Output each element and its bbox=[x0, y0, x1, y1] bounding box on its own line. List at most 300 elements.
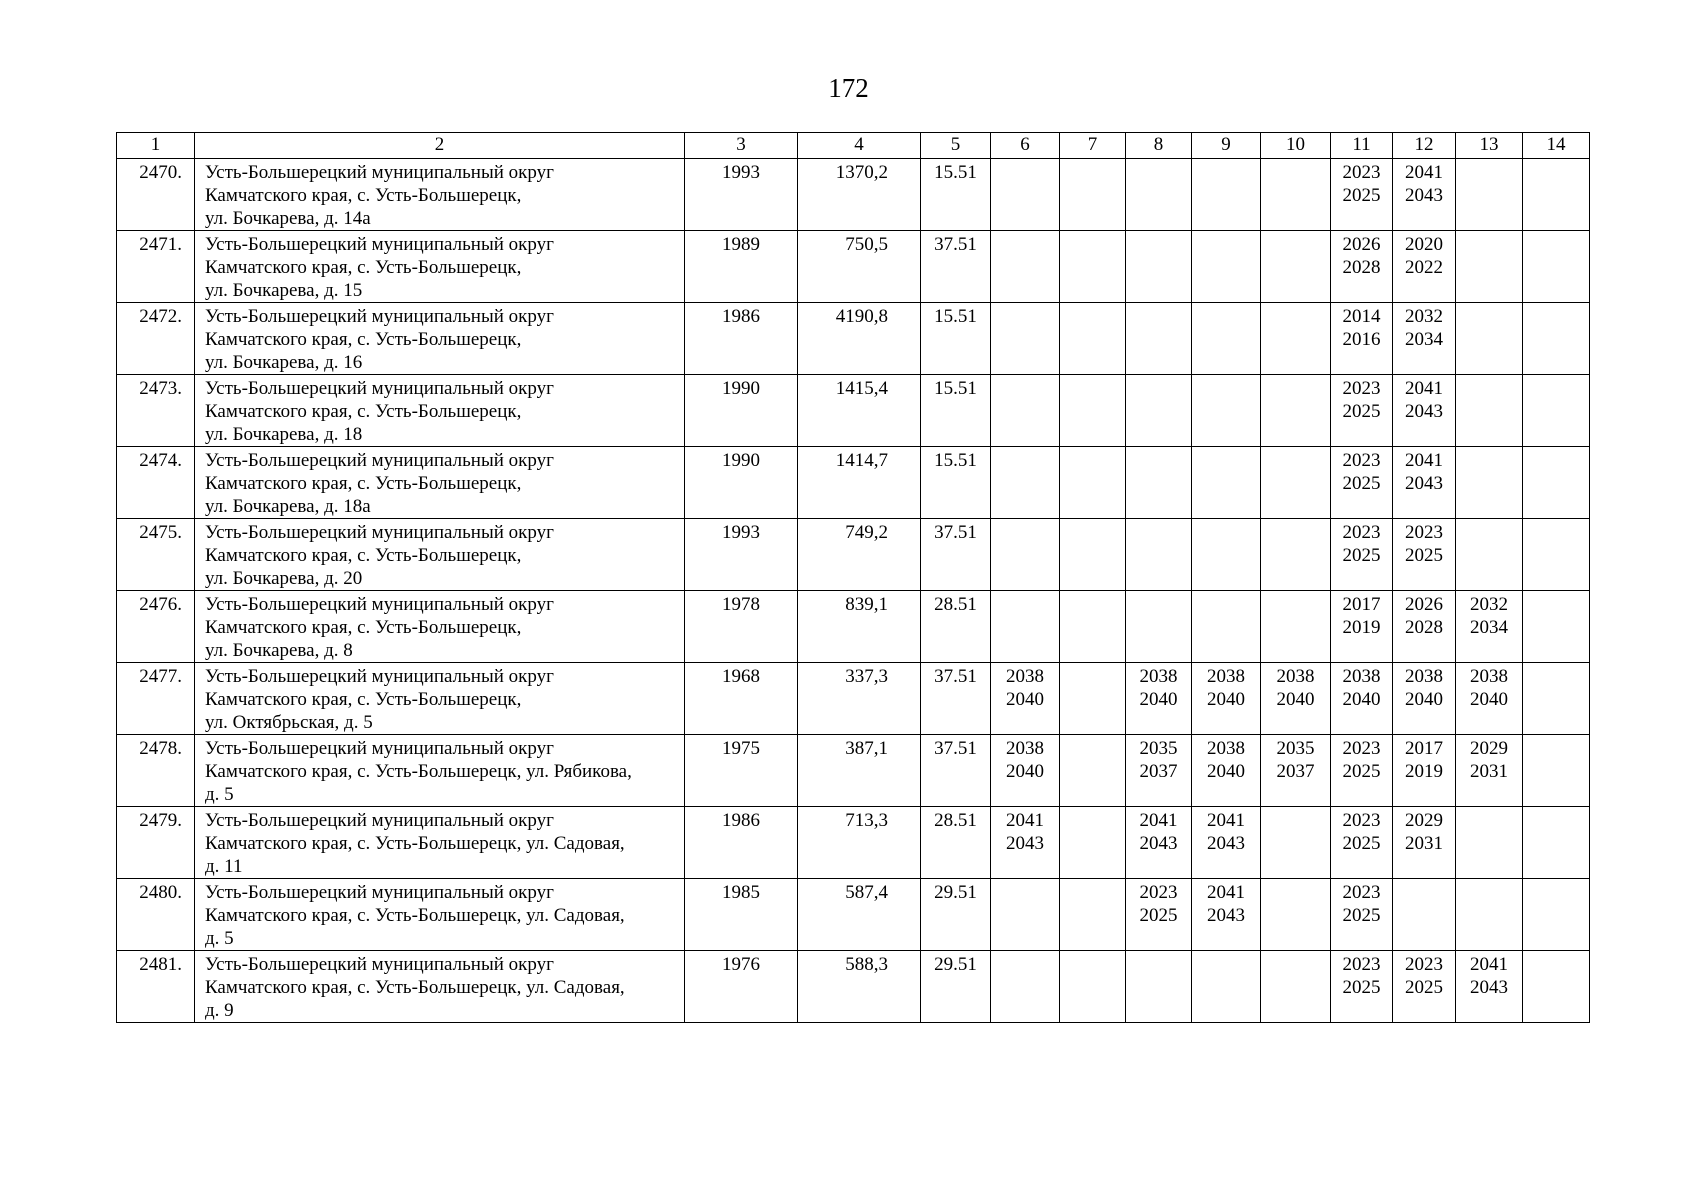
year-built: 1968 bbox=[722, 666, 760, 687]
period-year: 2038 bbox=[1207, 738, 1245, 759]
period-cell-c9 bbox=[1192, 807, 1261, 879]
period-year: 2029 bbox=[1470, 738, 1508, 759]
area-cell bbox=[798, 231, 921, 303]
address-cell bbox=[195, 879, 685, 951]
year-built: 1986 bbox=[722, 810, 760, 831]
area-value: 750,5 bbox=[845, 234, 888, 255]
period-year: 2043 bbox=[1207, 833, 1245, 854]
period-year: 2041 bbox=[1405, 378, 1443, 399]
period-year: 2025 bbox=[1139, 905, 1178, 926]
period-cell-c8 bbox=[1126, 375, 1192, 447]
row-number-cell bbox=[117, 591, 195, 663]
period-year: 2016 bbox=[1342, 329, 1381, 350]
period-cell-c12 bbox=[1393, 591, 1456, 663]
period-cell-c6 bbox=[991, 159, 1060, 231]
period-cell-c8 bbox=[1126, 663, 1192, 735]
period-year: 2034 bbox=[1470, 617, 1508, 638]
code-cell bbox=[921, 591, 991, 663]
year-built-cell bbox=[685, 951, 798, 1023]
period-year: 2038 bbox=[1405, 666, 1443, 687]
period-year: 2040 bbox=[1342, 689, 1381, 710]
period-year: 2025 bbox=[1342, 905, 1381, 926]
address-line: Камчатского края, с. Усть-Большерецк, bbox=[205, 257, 522, 278]
code-value: 15.51 bbox=[934, 450, 977, 471]
period-cell-c9 bbox=[1192, 663, 1261, 735]
table-row bbox=[117, 375, 1590, 447]
address-line: Усть-Большерецкий муниципальный округ bbox=[205, 306, 554, 327]
address-line: Камчатского края, с. Усть-Большерецк, ул. Садовая, bbox=[205, 977, 625, 998]
period-year: 2025 bbox=[1342, 761, 1381, 782]
registry-table bbox=[116, 132, 1590, 1023]
period-cell-c13 bbox=[1456, 663, 1523, 735]
period-year: 2025 bbox=[1342, 545, 1381, 566]
period-year: 2031 bbox=[1405, 833, 1443, 854]
period-cell-c6 bbox=[991, 663, 1060, 735]
period-cell-c7 bbox=[1060, 303, 1126, 375]
period-cell-c12 bbox=[1393, 519, 1456, 591]
period-cell-c11 bbox=[1331, 303, 1393, 375]
address-line: ул. Бочкарева, д. 18 bbox=[205, 424, 363, 445]
period-cell-c12 bbox=[1393, 735, 1456, 807]
column-header: 8 bbox=[1126, 133, 1192, 159]
period-cell-c6 bbox=[991, 303, 1060, 375]
period-cell-c10 bbox=[1261, 591, 1331, 663]
year-built-cell bbox=[685, 375, 798, 447]
period-cell-c7 bbox=[1060, 159, 1126, 231]
period-cell-c8 bbox=[1126, 735, 1192, 807]
row-number: 2478. bbox=[139, 738, 182, 759]
period-cell-c13 bbox=[1456, 231, 1523, 303]
address-cell bbox=[195, 303, 685, 375]
period-year: 2041 bbox=[1006, 810, 1044, 831]
period-year: 2025 bbox=[1405, 545, 1443, 566]
period-cell-c10 bbox=[1261, 807, 1331, 879]
period-cell-c11 bbox=[1331, 231, 1393, 303]
area-cell bbox=[798, 663, 921, 735]
period-cell-c13 bbox=[1456, 303, 1523, 375]
period-year: 2028 bbox=[1342, 257, 1381, 278]
period-year: 2022 bbox=[1405, 257, 1443, 278]
period-year: 2040 bbox=[1470, 689, 1508, 710]
row-number-cell bbox=[117, 519, 195, 591]
address-line: Камчатского края, с. Усть-Большерецк, ул. Рябикова, bbox=[205, 761, 632, 782]
address-line: Усть-Большерецкий муниципальный округ bbox=[205, 522, 554, 543]
period-year: 2043 bbox=[1207, 905, 1245, 926]
period-cell-c6 bbox=[991, 519, 1060, 591]
area-cell bbox=[798, 519, 921, 591]
period-year: 2040 bbox=[1006, 689, 1044, 710]
period-cell-c7 bbox=[1060, 663, 1126, 735]
period-year: 2023 bbox=[1342, 810, 1381, 831]
period-cell-c10 bbox=[1261, 231, 1331, 303]
column-header: 1 bbox=[117, 133, 195, 159]
period-cell-c7 bbox=[1060, 591, 1126, 663]
code-cell bbox=[921, 663, 991, 735]
column-header: 3 bbox=[685, 133, 798, 159]
year-built-cell bbox=[685, 303, 798, 375]
row-number-cell bbox=[117, 159, 195, 231]
period-year: 2040 bbox=[1405, 689, 1443, 710]
table-row bbox=[117, 951, 1590, 1023]
period-cell-c7 bbox=[1060, 447, 1126, 519]
column-header: 9 bbox=[1192, 133, 1261, 159]
row-number-cell bbox=[117, 447, 195, 519]
period-year: 2023 bbox=[1342, 522, 1381, 543]
period-year: 2041 bbox=[1470, 954, 1508, 975]
period-cell-c8 bbox=[1126, 159, 1192, 231]
row-number-cell bbox=[117, 951, 195, 1023]
period-cell-c10 bbox=[1261, 663, 1331, 735]
area-value: 337,3 bbox=[845, 666, 888, 687]
period-year: 2041 bbox=[1207, 882, 1245, 903]
table-row bbox=[117, 879, 1590, 951]
period-year: 2023 bbox=[1405, 954, 1443, 975]
period-cell-c12 bbox=[1393, 375, 1456, 447]
period-cell-c8 bbox=[1126, 807, 1192, 879]
period-year: 2034 bbox=[1405, 329, 1443, 350]
period-cell-c9 bbox=[1192, 159, 1261, 231]
period-cell-c14 bbox=[1523, 879, 1590, 951]
column-header: 13 bbox=[1456, 133, 1523, 159]
period-cell-c14 bbox=[1523, 231, 1590, 303]
period-cell-c7 bbox=[1060, 807, 1126, 879]
period-cell-c8 bbox=[1126, 951, 1192, 1023]
address-line: ул. Октябрьская, д. 5 bbox=[205, 712, 373, 733]
area-cell bbox=[798, 591, 921, 663]
column-header: 5 bbox=[921, 133, 991, 159]
period-cell-c13 bbox=[1456, 951, 1523, 1023]
period-year: 2023 bbox=[1342, 378, 1381, 399]
period-cell-c6 bbox=[991, 447, 1060, 519]
period-cell-c14 bbox=[1523, 735, 1590, 807]
year-built-cell bbox=[685, 663, 798, 735]
period-cell-c9 bbox=[1192, 375, 1261, 447]
period-year: 2025 bbox=[1405, 977, 1443, 998]
period-year: 2023 bbox=[1342, 162, 1381, 183]
period-year: 2025 bbox=[1342, 401, 1381, 422]
year-built: 1975 bbox=[722, 738, 760, 759]
period-cell-c7 bbox=[1060, 879, 1126, 951]
code-value: 15.51 bbox=[934, 162, 977, 183]
area-cell bbox=[798, 159, 921, 231]
period-year: 2041 bbox=[1207, 810, 1245, 831]
code-value: 28.51 bbox=[934, 594, 977, 615]
table-row bbox=[117, 807, 1590, 879]
period-cell-c9 bbox=[1192, 231, 1261, 303]
period-cell-c9 bbox=[1192, 303, 1261, 375]
period-cell-c8 bbox=[1126, 879, 1192, 951]
address-line: Камчатского края, с. Усть-Большерецк, bbox=[205, 617, 522, 638]
period-year: 2023 bbox=[1342, 882, 1381, 903]
address-line: д. 9 bbox=[205, 1000, 234, 1021]
address-line: Усть-Большерецкий муниципальный округ bbox=[205, 378, 554, 399]
address-line: Камчатского края, с. Усть-Большерецк, bbox=[205, 401, 522, 422]
address-line: д. 11 bbox=[205, 856, 243, 877]
address-line: ул. Бочкарева, д. 16 bbox=[205, 352, 363, 373]
address-cell bbox=[195, 375, 685, 447]
code-value: 37.51 bbox=[934, 234, 977, 255]
period-cell-c10 bbox=[1261, 519, 1331, 591]
period-cell-c11 bbox=[1331, 663, 1393, 735]
period-year: 2023 bbox=[1342, 738, 1381, 759]
period-year: 2031 bbox=[1470, 761, 1508, 782]
period-year: 2028 bbox=[1405, 617, 1443, 638]
address-line: ул. Бочкарева, д. 15 bbox=[205, 280, 363, 301]
period-year: 2038 bbox=[1006, 666, 1044, 687]
period-cell-c7 bbox=[1060, 519, 1126, 591]
row-number-cell bbox=[117, 375, 195, 447]
area-cell bbox=[798, 735, 921, 807]
period-cell-c9 bbox=[1192, 951, 1261, 1023]
year-built-cell bbox=[685, 807, 798, 879]
period-cell-c13 bbox=[1456, 447, 1523, 519]
address-line: д. 5 bbox=[205, 928, 234, 949]
address-line: Камчатского края, с. Усть-Большерецк, ул. Садовая, bbox=[205, 905, 625, 926]
period-year: 2026 bbox=[1405, 594, 1443, 615]
period-cell-c12 bbox=[1393, 303, 1456, 375]
column-header: 4 bbox=[798, 133, 921, 159]
period-cell-c8 bbox=[1126, 591, 1192, 663]
code-value: 28.51 bbox=[934, 810, 977, 831]
year-built: 1990 bbox=[722, 450, 760, 471]
period-cell-c10 bbox=[1261, 951, 1331, 1023]
period-cell-c7 bbox=[1060, 231, 1126, 303]
area-value: 713,3 bbox=[845, 810, 888, 831]
period-year: 2037 bbox=[1276, 761, 1315, 782]
address-cell bbox=[195, 735, 685, 807]
period-year: 2038 bbox=[1006, 738, 1044, 759]
address-cell bbox=[195, 663, 685, 735]
period-year: 2043 bbox=[1405, 185, 1443, 206]
period-cell-c9 bbox=[1192, 519, 1261, 591]
period-cell-c14 bbox=[1523, 807, 1590, 879]
period-cell-c12 bbox=[1393, 159, 1456, 231]
year-built: 1986 bbox=[722, 306, 760, 327]
code-cell bbox=[921, 879, 991, 951]
period-cell-c8 bbox=[1126, 303, 1192, 375]
area-cell bbox=[798, 807, 921, 879]
code-value: 29.51 bbox=[934, 954, 977, 975]
area-value: 1414,7 bbox=[835, 450, 888, 471]
year-built-cell bbox=[685, 879, 798, 951]
row-number-cell bbox=[117, 663, 195, 735]
period-year: 2043 bbox=[1139, 833, 1178, 854]
period-cell-c14 bbox=[1523, 951, 1590, 1023]
period-year: 2019 bbox=[1342, 617, 1381, 638]
period-cell-c12 bbox=[1393, 879, 1456, 951]
row-number: 2472. bbox=[139, 306, 182, 327]
period-cell-c11 bbox=[1331, 591, 1393, 663]
period-cell-c10 bbox=[1261, 879, 1331, 951]
period-cell-c9 bbox=[1192, 879, 1261, 951]
period-year: 2017 bbox=[1405, 738, 1443, 759]
address-line: Камчатского края, с. Усть-Большерецк, bbox=[205, 473, 522, 494]
area-value: 1370,2 bbox=[835, 162, 888, 183]
period-cell-c12 bbox=[1393, 231, 1456, 303]
period-cell-c10 bbox=[1261, 303, 1331, 375]
address-line: ул. Бочкарева, д. 18а bbox=[205, 496, 371, 517]
row-number: 2470. bbox=[139, 162, 182, 183]
header-row bbox=[117, 133, 1590, 159]
area-value: 749,2 bbox=[845, 522, 888, 543]
area-cell bbox=[798, 879, 921, 951]
column-header: 11 bbox=[1331, 133, 1393, 159]
period-cell-c14 bbox=[1523, 159, 1590, 231]
period-year: 2035 bbox=[1139, 738, 1178, 759]
page-number: 172 bbox=[828, 73, 869, 103]
period-year: 2041 bbox=[1405, 162, 1443, 183]
period-year: 2032 bbox=[1405, 306, 1443, 327]
period-cell-c12 bbox=[1393, 447, 1456, 519]
code-cell bbox=[921, 735, 991, 807]
period-year: 2043 bbox=[1470, 977, 1508, 998]
table-body bbox=[117, 159, 1590, 1023]
address-cell bbox=[195, 807, 685, 879]
period-year: 2038 bbox=[1470, 666, 1508, 687]
address-line: Усть-Большерецкий муниципальный округ bbox=[205, 162, 554, 183]
period-cell-c13 bbox=[1456, 879, 1523, 951]
address-line: д. 5 bbox=[205, 784, 234, 805]
address-line: Усть-Большерецкий муниципальный округ bbox=[205, 666, 554, 687]
area-cell bbox=[798, 951, 921, 1023]
code-value: 15.51 bbox=[934, 378, 977, 399]
period-cell-c7 bbox=[1060, 735, 1126, 807]
address-line: ул. Бочкарева, д. 14а bbox=[205, 208, 371, 229]
period-cell-c12 bbox=[1393, 663, 1456, 735]
row-number: 2476. bbox=[139, 594, 182, 615]
period-year: 2040 bbox=[1207, 761, 1245, 782]
row-number: 2479. bbox=[139, 810, 182, 831]
period-cell-c14 bbox=[1523, 375, 1590, 447]
area-value: 4190,8 bbox=[835, 306, 888, 327]
table-row bbox=[117, 447, 1590, 519]
column-header: 10 bbox=[1261, 133, 1331, 159]
year-built: 1993 bbox=[722, 162, 760, 183]
row-number: 2475. bbox=[139, 522, 182, 543]
row-number-cell bbox=[117, 231, 195, 303]
period-cell-c8 bbox=[1126, 519, 1192, 591]
period-year: 2025 bbox=[1342, 977, 1381, 998]
period-year: 2023 bbox=[1405, 522, 1443, 543]
period-year: 2035 bbox=[1276, 738, 1315, 759]
address-line: ул. Бочкарева, д. 20 bbox=[205, 568, 363, 589]
period-cell-c11 bbox=[1331, 375, 1393, 447]
address-cell bbox=[195, 231, 685, 303]
period-cell-c6 bbox=[991, 591, 1060, 663]
period-year: 2025 bbox=[1342, 833, 1381, 854]
year-built: 1978 bbox=[722, 594, 760, 615]
period-year: 2017 bbox=[1342, 594, 1381, 615]
period-cell-c8 bbox=[1126, 231, 1192, 303]
period-cell-c10 bbox=[1261, 447, 1331, 519]
table-row bbox=[117, 735, 1590, 807]
period-cell-c11 bbox=[1331, 735, 1393, 807]
period-year: 2043 bbox=[1405, 401, 1443, 422]
code-cell bbox=[921, 231, 991, 303]
period-year: 2041 bbox=[1405, 450, 1443, 471]
row-number: 2473. bbox=[139, 378, 182, 399]
row-number-cell bbox=[117, 303, 195, 375]
period-year: 2038 bbox=[1139, 666, 1178, 687]
address-line: Камчатского края, с. Усть-Большерецк, bbox=[205, 329, 522, 350]
table-row bbox=[117, 231, 1590, 303]
period-cell-c10 bbox=[1261, 375, 1331, 447]
row-number-cell bbox=[117, 735, 195, 807]
area-cell bbox=[798, 303, 921, 375]
period-cell-c12 bbox=[1393, 807, 1456, 879]
address-line: Усть-Большерецкий муниципальный округ bbox=[205, 738, 554, 759]
period-cell-c9 bbox=[1192, 447, 1261, 519]
year-built-cell bbox=[685, 159, 798, 231]
period-year: 2032 bbox=[1470, 594, 1508, 615]
period-cell-c12 bbox=[1393, 951, 1456, 1023]
address-cell bbox=[195, 159, 685, 231]
code-cell bbox=[921, 951, 991, 1023]
area-value: 387,1 bbox=[845, 738, 888, 759]
table-row bbox=[117, 663, 1590, 735]
year-built: 1990 bbox=[722, 378, 760, 399]
address-line: Усть-Большерецкий муниципальный округ bbox=[205, 594, 554, 615]
column-header: 6 bbox=[991, 133, 1060, 159]
period-cell-c11 bbox=[1331, 447, 1393, 519]
period-cell-c6 bbox=[991, 951, 1060, 1023]
period-cell-c14 bbox=[1523, 663, 1590, 735]
code-value: 37.51 bbox=[934, 738, 977, 759]
period-year: 2043 bbox=[1006, 833, 1044, 854]
period-year: 2014 bbox=[1342, 306, 1381, 327]
code-value: 37.51 bbox=[934, 522, 977, 543]
period-year: 2019 bbox=[1405, 761, 1443, 782]
period-cell-c14 bbox=[1523, 519, 1590, 591]
address-line: ул. Бочкарева, д. 8 bbox=[205, 640, 353, 661]
period-cell-c8 bbox=[1126, 447, 1192, 519]
period-cell-c10 bbox=[1261, 735, 1331, 807]
table-row bbox=[117, 159, 1590, 231]
year-built-cell bbox=[685, 735, 798, 807]
address-line: Камчатского края, с. Усть-Большерецк, bbox=[205, 689, 522, 710]
address-line: Усть-Большерецкий муниципальный округ bbox=[205, 810, 554, 831]
address-cell bbox=[195, 591, 685, 663]
row-number: 2480. bbox=[139, 882, 182, 903]
row-number-cell bbox=[117, 807, 195, 879]
period-cell-c11 bbox=[1331, 879, 1393, 951]
address-line: Камчатского края, с. Усть-Большерецк, ул. Садовая, bbox=[205, 833, 625, 854]
period-cell-c11 bbox=[1331, 519, 1393, 591]
period-year: 2040 bbox=[1006, 761, 1044, 782]
year-built-cell bbox=[685, 591, 798, 663]
period-cell-c13 bbox=[1456, 735, 1523, 807]
code-cell bbox=[921, 519, 991, 591]
code-cell bbox=[921, 375, 991, 447]
period-cell-c14 bbox=[1523, 303, 1590, 375]
period-year: 2040 bbox=[1139, 689, 1178, 710]
column-header: 7 bbox=[1060, 133, 1126, 159]
address-cell bbox=[195, 951, 685, 1023]
period-cell-c9 bbox=[1192, 735, 1261, 807]
period-year: 2038 bbox=[1276, 666, 1315, 687]
row-number: 2474. bbox=[139, 450, 182, 471]
address-line: Камчатского края, с. Усть-Большерецк, bbox=[205, 545, 522, 566]
period-cell-c11 bbox=[1331, 951, 1393, 1023]
column-header: 2 bbox=[195, 133, 685, 159]
code-cell bbox=[921, 447, 991, 519]
code-value: 15.51 bbox=[934, 306, 977, 327]
code-cell bbox=[921, 159, 991, 231]
column-header: 14 bbox=[1523, 133, 1590, 159]
period-cell-c9 bbox=[1192, 591, 1261, 663]
period-year: 2038 bbox=[1342, 666, 1381, 687]
area-cell bbox=[798, 447, 921, 519]
